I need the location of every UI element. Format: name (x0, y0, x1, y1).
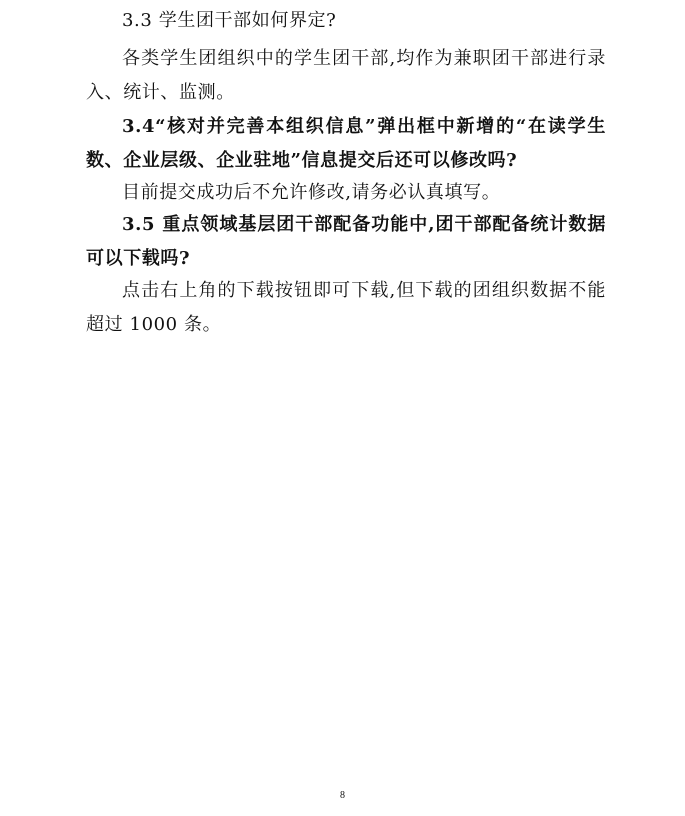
question-3-5: 3.5 重点领域基层团干部配备功能中,团干部配备统计数据可以下载吗? (86, 214, 606, 269)
answer-3-3: 各类学生团组织中的学生团干部,均作为兼职团干部进行录入、统计、监测。 (86, 48, 606, 103)
page-number: 8 (340, 790, 345, 801)
question-3-4: 3.4“核对并完善本组织信息”弹出框中新增的“在读学生数、企业层级、企业驻地”信息提交后还可以修改吗? (86, 116, 606, 171)
answer-3-4: 目前提交成功后不允许修改,请务必认真填写。 (122, 182, 501, 203)
answer-3-5: 点击右上角的下载按钮即可下载,但下载的团组织数据不能超过 1000 条。 (86, 280, 606, 335)
question-3-3: 3.3 学生团干部如何界定? (122, 10, 337, 31)
